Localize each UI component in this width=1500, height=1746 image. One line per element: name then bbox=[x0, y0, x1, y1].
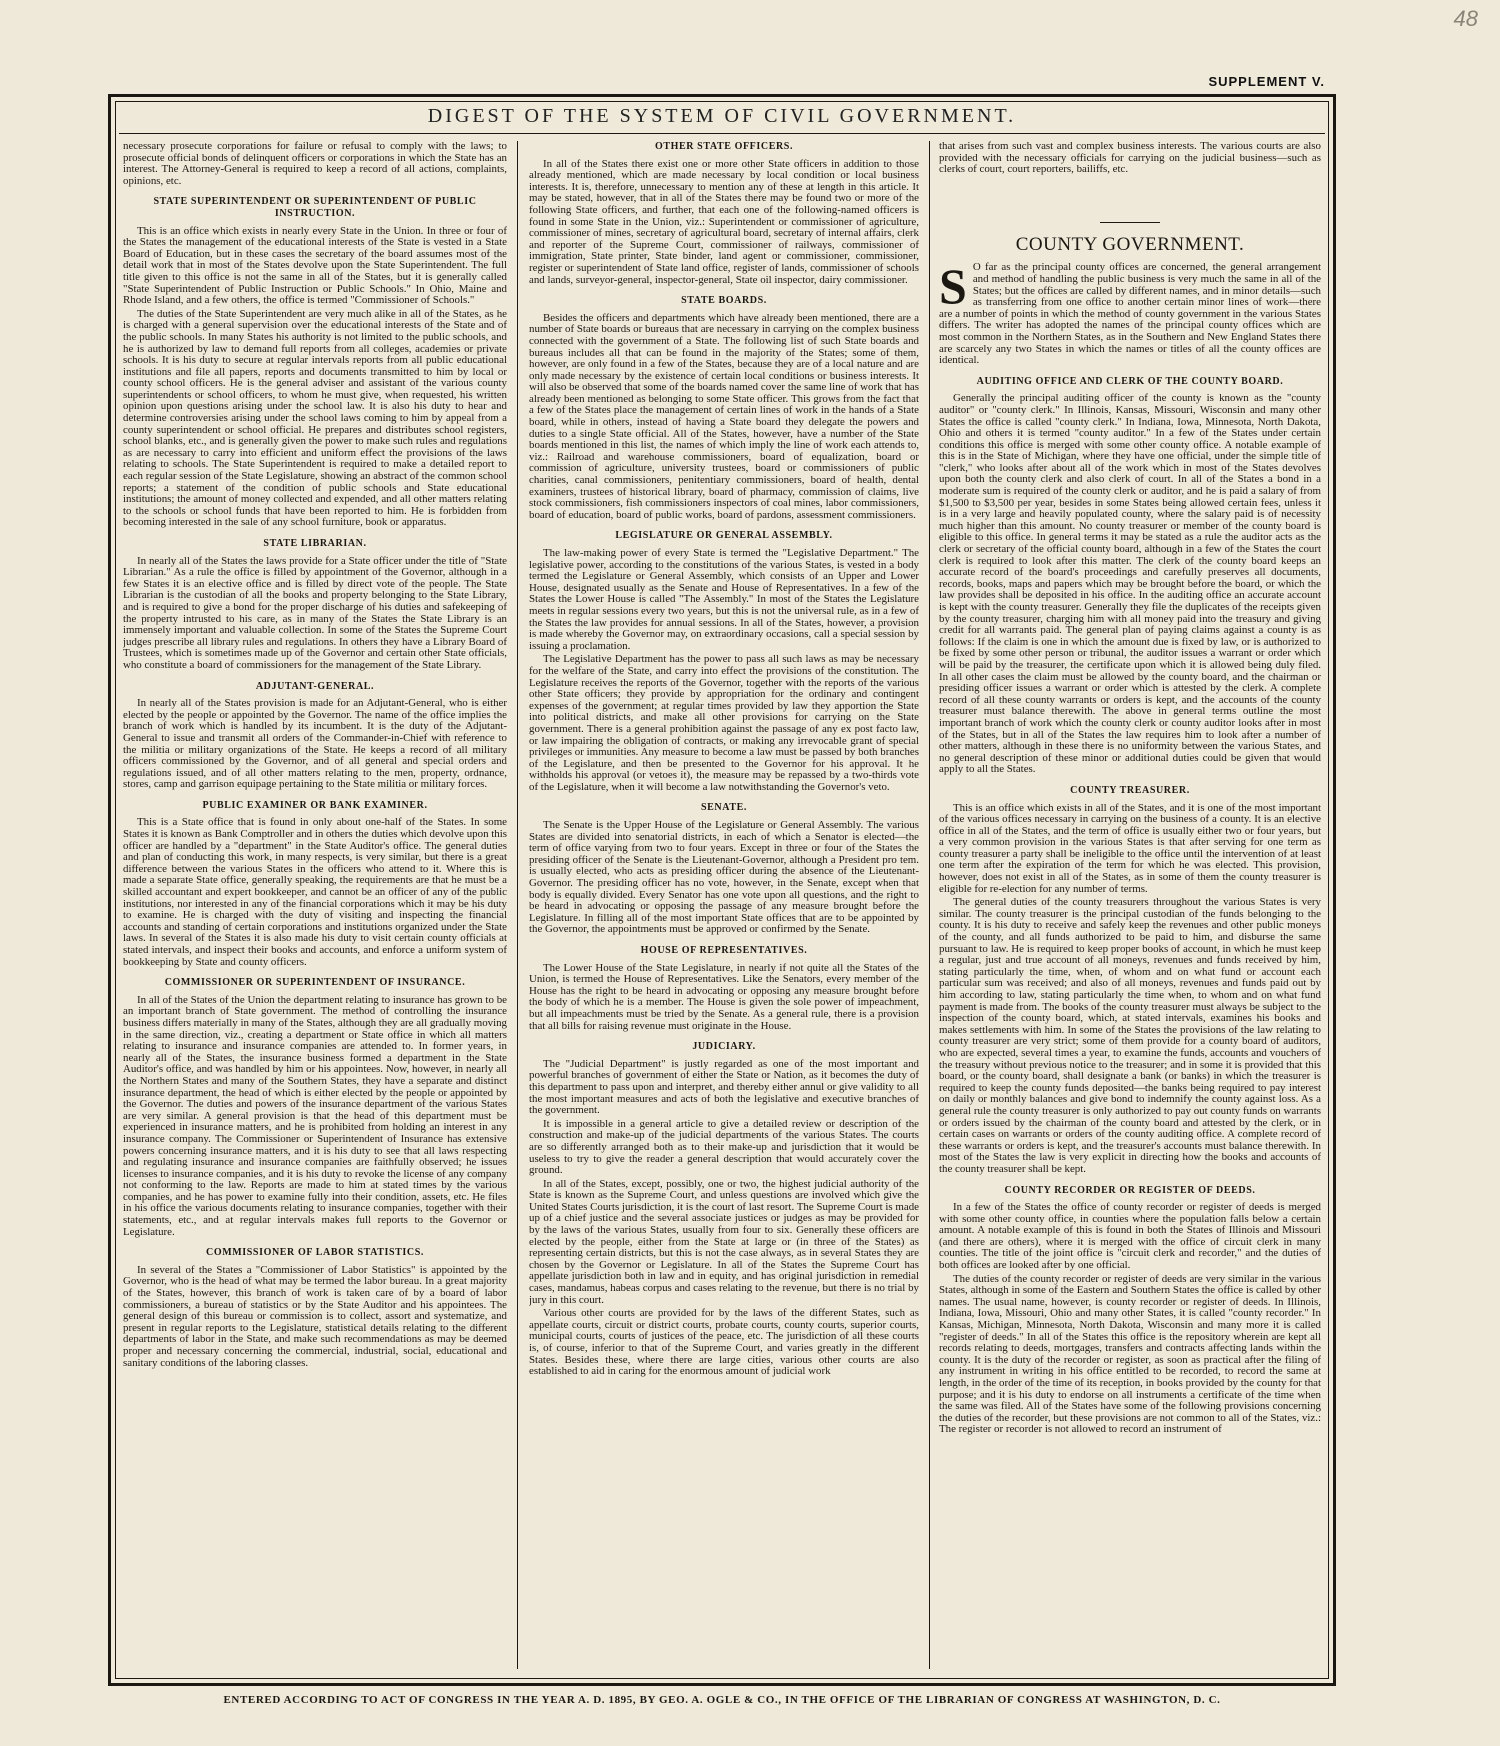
paragraph: This is an office which exists in nearly every State in the Union. In three or four of the States the management of the educational interests of the State is vested in a State Board of Education, but in these cases the secretary of the board assumes most of the detail work that in most of the States devolve upon the State Superintendent. The full title given to this office is not the same in all of the States, but it is generally called "State Superintendent of Public Instruction or Public Schools." In Ohio, Maine and Rhode Island, and a few others, the office is termed "Commissioner of Schools." bbox=[123, 224, 507, 307]
drop-cap: S bbox=[939, 258, 967, 315]
section-heading: COMMISSIONER OR SUPERINTENDENT OF INSURANCE. bbox=[164, 977, 466, 989]
copyright-footer: ENTERED ACCORDING TO ACT OF CONGRESS IN THE YEAR A. D. 1895, BY GEO. A. OGLE & CO., IN THE OFFICE OF THE LIBRARIAN OF CONGRESS AT WASHINGTON, D. C. bbox=[223, 1694, 1221, 1706]
supplement-label: SUPPLEMENT V. bbox=[1208, 74, 1325, 89]
page-number: 48 bbox=[1453, 6, 1478, 31]
paragraph: Various other courts are provided for by the laws of the different States, such as appellate courts, circuit or district courts, probate courts, county courts, superior courts, municipal courts, courts of justices of the peace, etc. The jurisdiction of all these courts is, of course, inferior to that of the Supreme Court, and varies greatly in the different States. Besides these, where there are large cities, various other courts are also established to aid in caring for the enormous amount of judicial work bbox=[529, 1307, 919, 1378]
paragraph: In nearly all of the States provision is made for an Adjutant-General, who is either elected by the people or appointed by the Governor. The name of the office implies the branch of work which is handled by its incumbent. It is the duty of the Adjutant-General to issue and transmit all orders of the Commander-in-Chief with reference to the militia or military organizations of the State. He keeps a record of all military officers commissioned by the Governor, and of all general and special orders and regulations issued, and of all other matters relating to the men, property, ordnance, stores, camp and garrison equipage pertaining to the State militia or military forces. bbox=[123, 697, 507, 791]
paragraph: This is an office which exists in all of the States, and it is one of the most important of the various offices necessary in carrying on the business of a county. It is an elective office in all of the States, and the term of office is usually either two or four years, but a very common provision in the various States is that after serving for one term as county treasurer a party shall be ineligible to the office until the intervention of at least one term after the expiration of the term for which he was elected. This provision, however, does not exist in all of the States, as in some of them the county treasurer is eligible for re-election for any number of terms. bbox=[939, 801, 1321, 895]
paragraph: The duties of the State Superintendent are very much alike in all of the States, as he is charged with a general supervision over the educational interests of the State and of the public schools. In many States his authority is not limited to the public schools, and he is authorized by law to demand full reports from all colleges, academies or private schools. It is his duty to secure at regular intervals reports from all public educational institutions and file all papers, reports and documents transmitted to him by local or county school officers. He is the general adviser and assistant of the various county superintendents or school officers, to whom he must give, when requested, his written opinion upon questions arising under the school law. It is also his duty to hear and determine controversies arising under the school laws coming to him by appeal from a county superintendent or school official. He prepares and distributes school registers, school blanks, etc., and is generally given the power to make such rules and regulations as are necessary to carry into efficient and uniform effect the provisions of the laws relating to schools. The State Superintendent is required to make a detailed report to each regular session of the State Legislature, showing an abstract of the common school reports; a statement of the condition of public schools and State educational institutions; the amount of money collected and expended, and all other matters relating to the schools or school funds that have been reported to him. He is forbidden from becoming interested in the sale of any school furniture, book or apparatus. bbox=[123, 307, 507, 529]
paragraph: Generally the principal auditing officer of the county is known as the "county auditor" or "county clerk." In Illinois, Kansas, Missouri, Wisconsin and many other States the office is called "county clerk." In Indiana, Iowa, Minnesota, North Dakota, Ohio and others it is termed "county auditor." In a few of the States under certain conditions this office is merged with some other county office. A notable example of this is in the State of Michigan, where they have one official, under the simple title of "clerk," who looks after about all of the work which in most of the States devolves upon both the county clerk and also clerk of court. In all of the States a bond in a moderate sum is required of the county clerk or auditor, and he is paid a salary of from $1,500 to $3,500 per year, besides in some States being allowed certain fees, unless it is in a very large and heavily populated county, where the salary paid is of necessity much higher than this amount. No county treasurer or member of the county board is eligible to this office. In general terms it may be stated as a rule the auditor acts as the clerk or secretary of the official county board, although in a few of the States the court clerk is required to look after this matter. The clerk of the county board keeps an accurate record of the board's proceedings and carefully preserves all documents, records, books, maps and papers which may be brought before the board, or which the law provides shall be deposited in his office. In the auditing office an accurate account is kept with the county treasurer. Generally they file the duplicates of the receipts given by the county treasurer, charging him with all money paid into the treasury and giving credit for all warrants paid. The general plan of paying claims against a county is as follows: If the claim is one in which the amount due is fixed by law, or is authorized to be fixed by some other person or tribunal, the auditor issues a warrant or order which will be paid by the treasurer, the certificate upon which it is allowed being duly filed. In all other cases the claim must be allowed by the county board, and the chairman or presiding officer issues a warrant or order which is attested by the clerk. A complete record of all these county warrants or orders is kept, and the accounts of the county treasurer must balance therewith. The above in general terms outline the most important branch of work which the county clerk or county auditor looks after in most of the States, but in all of the States the law requires him to look after a number of other matters, although in these there is no uniformity between the various States, and no general description of these minor or additional duties could be given that would apply to all the States. bbox=[939, 392, 1321, 776]
paragraph: In all of the States of the Union the department relating to insurance has grown to be an important branch of State government. The method of controlling the insurance business differs materially in many of the States, although they are all gradually moving in the same direction, viz., creating a department or State office in which all matters relating to insurance and insurance companies are attended to. In former years, in nearly all of the States, the insurance business formed a department in the State Auditor's office, and was handled by him or his appointees. Now, however, in nearly all the Northern States and many of the Southern States, they have a separate and distinct insurance department, the head of which is either elected by the people or appointed by the Governor. The duties and powers of the insurance department of the various States are very similar. A general provision is that the head of this department must be experienced in insurance matters, and he is prohibited from holding an interest in any insurance company. The Commissioner or Superintendent of Insurance has extensive powers concerning insurance matters, and it is his duty to see that all laws respecting and regulating insurance and insurance companies are faithfully observed; he issues licenses to insurance companies, and it is his duty to revoke the license of any company not conforming to the law. Reports are made to him at stated times by the various companies, and he has power to examine fully into their condition, assets, etc. He files in his office the various documents relating to insurance companies, together with their statements, etc., and at regular intervals makes full reports to the Governor or Legislature. bbox=[123, 993, 507, 1238]
paragraph: The Senate is the Upper House of the Legislature or General Assembly. The various States are divided into senatorial districts, in each of which a Senator is elected—the term of office varying from two to four years. Except in three or four of the States the presiding officer of the Senate is the Lieutenant-Governor, although a President pro tem. is usually elected, who acts as presiding officer during the absence of the Lieutenant-Governor. The presiding officer has no vote, however, in the Senate, except when that body is equally divided. Every Senator has one vote upon all questions, and the right to be heard in advocating or opposing the passage of any measure brought before the Legislature. In filling all of the most important State offices that are to be appointed by the Governor, the appointments must be approved or confirmed by the Senate. bbox=[529, 819, 919, 936]
column-middle bbox=[529, 141, 919, 1669]
section-heading: STATE LIBRARIAN. bbox=[263, 538, 367, 549]
paragraph bbox=[939, 258, 1321, 367]
paragraph: The "Judicial Department" is justly regarded as one of the most important and powerful branches of government of either the State or Nation, as it becomes the duty of this department to pass upon and interpret, and thereby either annul or give validity to all the most important measures and acts of both the legislative and executive branches of the government. bbox=[529, 1057, 919, 1117]
paragraph: In several of the States a "Commissioner of Labor Statistics" is appointed by the Governor, who is the head of what may be termed the labor bureau. In a great majority of the States, however, this branch of work is taken care of by a board of labor commissioners, a bureau of statistics or by the State Auditor and his appointees. The general design of this bureau or commission is to collect, assort and systematize, and present in regular reports to the Legislature, statistical details relating to the different departments of labor in the State, and make such recommendations as may be deemed proper and necessary concerning the commercial, industrial, social, educational and sanitary conditions of the laboring classes. bbox=[123, 1263, 507, 1369]
section-heading: SENATE. bbox=[701, 802, 747, 814]
column-divider bbox=[517, 141, 518, 1669]
paragraph: The duties of the county recorder or register of deeds are very similar in the various States, although in some of the Eastern and Southern States the office is called by other names. The usual name, however, is county recorder or register of deeds. In Illinois, Indiana, Iowa, Missouri, Ohio and many other States, it is called "county recorder." In Kansas, Michigan, Minnesota, North Dakota, Wisconsin and many more it is called "register of deeds." In all of the States this office is the repository wherein are kept all records relating to deeds, mortgages, transfers and contracts affecting lands within the county. It is the duty of the recorder or register, as soon as practical after the filing of any instrument in writing in his office entitled to be recorded, to record the same at length, in the order of the time of its reception, in books provided by the county for that purpose; and it is his duty to endorse on all instruments a certificate of the time when the same was filed. All of the States have some of the following provisions concerning the duties of the recorder, but these provisions are not common to all of the States, viz.: The register or recorder is not allowed to record an instrument of bbox=[939, 1272, 1321, 1436]
paragraph: The Lower House of the State Legislature, in nearly if not quite all the States of the Union, is termed the House of Representatives. Like the Senators, every member of the House has the right to be heard in advocating or opposing any measure brought before the body of which he is a member. The House is given the sole power of impeachment, but all impeachments must be tried by the Senate. As a general rule, there is a provision that all bills for raising revenue must originate in the House. bbox=[529, 961, 919, 1032]
column-divider bbox=[929, 141, 930, 1669]
column-right bbox=[939, 141, 1321, 1669]
section-heading: ADJUTANT-GENERAL. bbox=[255, 680, 375, 692]
paragraph: that arises from such vast and complex business interests. The various courts are also provided with the necessary officials for carrying on the judicial business—such as clerks of court, court reporters, bailiffs, etc. bbox=[939, 141, 1321, 176]
paragraph: This is a State office that is found in only about one-half of the States. In some States it is known as Bank Comptroller and in others the duties which devolve upon this officer are handled by a "department" in the State Auditor's office. The general duties and plan of conducting this work, in many respects, is very similar, but there is a great difference between the various States in the officers who attend to it. Where this is made a separate State office, generally speaking, the requirements are that he must be a skilled accountant and expert bookkeeper, and cannot be an officer of any of the public institutions, nor interested in any of the financial corporations which it may be his duty to examine. He is charged with the duty of visiting and inspecting the financial accounts and standing of certain corporations and institutions organized under the State laws. In several of the States it is also made his duty to visit certain county officials at stated intervals, and inspect their books and accounts, and enforce a uniform system of bookkeeping by State and county officers. bbox=[123, 816, 507, 968]
title-divider bbox=[119, 133, 1325, 134]
paragraph: In all of the States, except, possibly, one or two, the highest judicial authority of the State is known as the Supreme Court, and unless questions are involved which give the United States Courts jurisdiction, it is the court of last resort. The Supreme Court is made up of a chief justice and the several associate justices or judges as may be provided for by the laws of the various States, usually from four to six. Generally these officers are elected by the people, either from the State at large or (in three of the States) as representing certain districts, but this is not the case always, as in several States they are chosen by the Governor or Legislature. In all of the States the Supreme Court has appellate jurisdiction both in law and in equity, and has original jurisdiction in remedial cases, mandamus, habeas corpus and cases relating to the revenue, but there is no trial by jury in this court. bbox=[529, 1177, 919, 1306]
section-heading: STATE BOARDS. bbox=[681, 295, 767, 307]
section-heading: LEGISLATURE OR GENERAL ASSEMBLY. bbox=[615, 530, 833, 542]
paragraph: Besides the officers and departments which have already been mentioned, there are a number of State boards or bureaus that are necessary in carrying on the complex business connected with the government of a State. The following list of such State boards and bureaus includes all that can be found in the majority of the States; some of them, however, are only found in a few of the States, because they are of a local nature and are only made necessary by the existence of certain local conditions or business interests. It will also be observed that some of the boards named cover the same line of work that has already been mentioned as belonging to some State officer. This grows from the fact that a few of the States place the management of certain lines of work in the hands of a State board, while in others, instead of having a State board they delegate the powers and duties to a single State official. All of the States, however, have a number of the State boards mentioned in this list, the names of which imply the line of work each attends to, viz.: Railroad and warehouse commissioners, board of equalization, board or commission of agriculture, university trustees, board or commissioners of public charities, canal commissioners, penitentiary commissioners, board of health, dental examiners, trustees of historical library, board of pharmacy, commission of claims, live stock commissioners, fish commissioners inspectors of coal mines, labor commissioners, board of education, board of public works, board of pardons, assessment commissioners. bbox=[529, 311, 919, 521]
county-government-title: COUNTY GOVERNMENT. bbox=[1015, 233, 1245, 255]
page-frame bbox=[108, 94, 1336, 1686]
section-divider bbox=[1100, 222, 1160, 223]
paragraph: It is impossible in a general article to give a detailed review or description of the construction and make-up of the judicial departments of the various States. The courts are so differently arranged both as to their make-up and jurisdiction that it would be useless to try to give the reader a general description that would accurately cover the ground. bbox=[529, 1117, 919, 1177]
section-heading: COMMISSIONER OF LABOR STATISTICS. bbox=[206, 1247, 424, 1259]
digest-title: DIGEST OF THE SYSTEM OF CIVIL GOVERNMENT. bbox=[427, 105, 1017, 127]
section-heading: PUBLIC EXAMINER OR BANK EXAMINER. bbox=[202, 799, 428, 811]
paragraph: The general duties of the county treasurers throughout the various States is very similar. The county treasurer is the principal custodian of the funds belonging to the county. It is his duty to receive and safely keep the revenues and other public moneys of the county, and all funds authorized to be paid to him, and disburse the same pursuant to law. He is required to keep proper books of account, in which he must keep a regular, just and true account of all moneys, revenues and funds received by him, stating particularly the time, when, of whom and on what fund or account each particular sum was received; and also of all moneys, revenues and funds paid out by him according to law, stating particularly the time when, to whom and on what fund payment is made from. The books of the county treasurer must always be subject to the inspection of the county board, which, at stated intervals, examines his books and makes settlements with him. In some of the States the provisions of the law relating to county treasurer are very strict; some of them provide for a county board of auditors, who are expected, several times a year, to examine the funds, accounts and vouchers of the treasury without previous notice to the treasurer; and in some it is provided that this board, or the county board, shall designate a bank (or banks) in which the treasurer is required to keep the county funds deposited—the banks being required to pay interest on daily or monthly balances and give bond to indemnify the county against loss. As a general rule the county treasurer is only authorized to pay out county funds on warrants or orders issued by the chairman of the county board and attested by the clerk, or in certain cases on warrants or orders of the county auditing office. A complete record of these warrants or orders is kept, and the treasurer's accounts must balance therewith. In most of the States the law is very explicit in directing how the books and accounts of the county treasurer shall be kept. bbox=[939, 896, 1321, 1175]
paragraph: necessary prosecute corporations for failure or refusal to comply with the laws; to prosecute official bonds of delinquent officers or corporations in which the State has an interest. The Attorney-General is required to keep a record of all actions, complaints, opinions, etc. bbox=[123, 141, 507, 187]
section-heading: COUNTY RECORDER OR REGISTER OF DEEDS. bbox=[1004, 1184, 1256, 1196]
section-heading: OTHER STATE OFFICERS. bbox=[654, 141, 794, 152]
column-left bbox=[123, 141, 507, 1669]
paragraph: The Legislative Department has the power to pass all such laws as may be necessary for the welfare of the State, and carry into effect the provisions of the constitution. The Legislature receives the reports of the Governor, together with the reports of the various other State officers; they provide by appropriation for the ordinary and contingent expenses of the government; at regular times provided by law they apportion the State into political districts, and make all other provisions for carrying on the State government. There is a general prohibition against the passage of any ex post facto law, or law impairing the obligation of contracts, or making any irrevocable grant of special privileges or immunities. Any measure to become a law must be passed by both branches of the Legislature, and then be presented to the Governor for his approval. It he withholds his approval (or vetoes it), the measure may be repassed by a two-thirds vote of the Legislature, when it will become a law notwithstanding the Governor's veto. bbox=[529, 653, 919, 793]
section-heading: JUDICIARY. bbox=[692, 1041, 756, 1053]
paragraph: In all of the States there exist one or more other State officers in addition to those already mentioned, which are made necessary by local condition or local business interests. It is, therefore, unnecessary to mention any of these at length in this article. It may be stated, however, that in all of the States there may be found two or more of the following State officers, and further, that each one of the following-named officers is found in some State in the Union, viz.: Superintendent or commissioner of agriculture, commissioner of mines, secretary of agricultural board, secretary of internal affairs, clerk and reporter of the Supreme Court, commissioner of railways, commissioner of immigration, State printer, State binder, land agent or commissioner, commissioner, register or superintendent of State land office, register of lands, commissioner of schools and lands, surveyor-general, inspector-general, State oil inspector, dairy commissioner. bbox=[529, 157, 919, 286]
section-heading: STATE SUPERINTENDENT OR SUPERINTENDENT OF PUBLIC INSTRUCTION. bbox=[153, 196, 477, 219]
section-heading: COUNTY TREASURER. bbox=[1070, 784, 1190, 796]
paragraph: In a few of the States the office of county recorder or register of deeds is merged with some other county office, in counties where the population falls below a certain amount. A notable example of this is found in both the States of Illinois and Missouri (and there are others), where it is merged with the office of circuit clerk in many counties. The title of the joint office is "circuit clerk and recorder," and the duties of both offices are looked after by one official. bbox=[939, 1201, 1321, 1272]
paragraph: In nearly all of the States the laws provide for a State officer under the title of "State Librarian." As a rule the office is filled by appointment of the Governor, although in a few States it is an elective office and is filled by direct vote of the people. The State Librarian is the custodian of all the books and property belonging to the State Library, and is required to give a bond for the proper discharge of his duties and safekeeping of the property intrusted to his care, as in many of the States the State Library is an immensely important and valuable collection. In some of the States the Supreme Court judges prescribe all library rules and regulations. In others they have a Library Board of Trustees, which is sometimes made up of the Governor and certain other State officials, who constitute a board of commissioners for the management of the State Library. bbox=[123, 554, 507, 671]
section-heading: HOUSE OF REPRESENTATIVES. bbox=[640, 945, 808, 956]
paragraph: The law-making power of every State is termed the "Legislative Department." The legislative power, according to the constitutions of the various States, is vested in a body termed the Legislature or General Assembly, which consists of an Upper and Lower House, designated usually as the Senate and House of Representatives. In a few of the States the Lower House is called "The Assembly." In most of the States the Legislature meets in regular sessions every two years, but this is not the universal rule, as in a few of the States the law provides for annual sessions. In all of the States, however, a provision is made whereby the Governor may, on extraordinary occasions, call a special session by issuing a proclamation. bbox=[529, 547, 919, 652]
paragraph-text: O far as the principal county offices are concerned, the general arrangement and method of handling the public business is very much the same in all of the States; but the offices are called by different names, and in minor details—such as transferring from one office to another certain minor lines of work—there are a number of points in which the method of county government in the various States differs. The writer has adopted the names of the principal county offices which are most common in the Northern States, as in the Southern and New England States there are scarcely any two States in which the names or titles of all the county offices are identical. bbox=[939, 261, 1321, 367]
section-heading: AUDITING OFFICE AND CLERK OF THE COUNTY BOARD. bbox=[976, 375, 1284, 387]
